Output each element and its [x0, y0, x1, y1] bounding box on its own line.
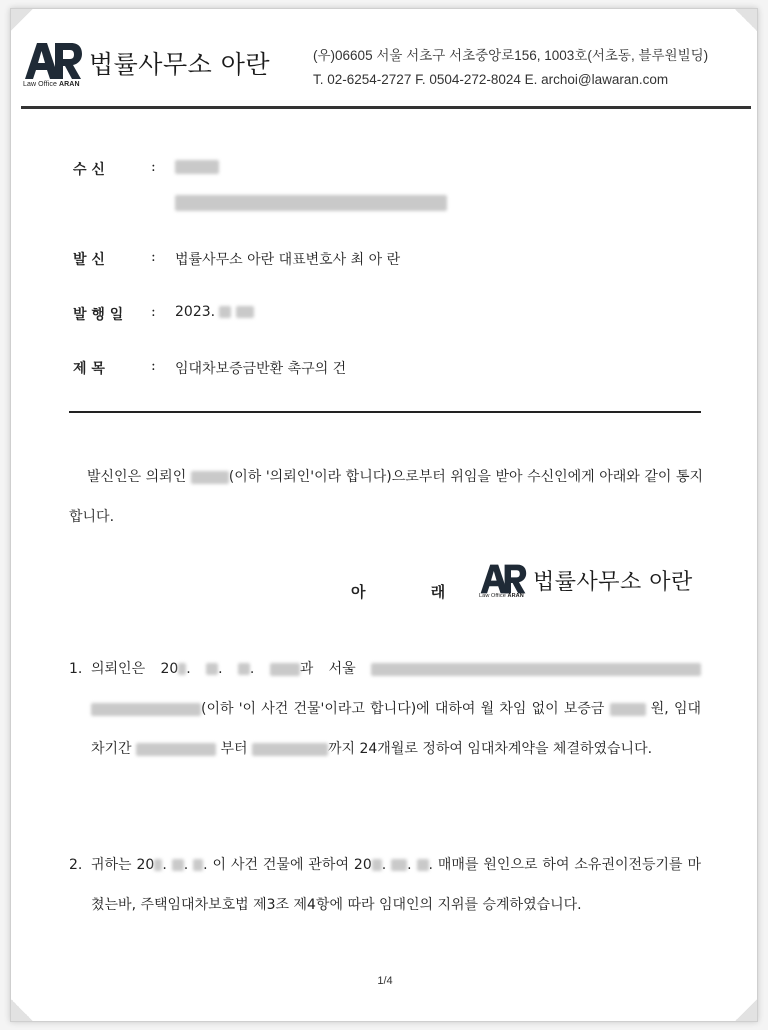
- date-value: 2023.: [175, 304, 254, 320]
- phone-fax-email: T. 02-6254-2727 F. 0504-272-8024 E. archoi@lawaran.com: [313, 72, 669, 87]
- logo-subtitle: Law Office ARAN: [23, 81, 80, 88]
- contact-info: [313, 44, 708, 92]
- document-page: [10, 8, 758, 1022]
- item-text: 귀하는 20 . . . 이 사건 건물에 관하여 20 . . . 매매를 원인으로 하여 소유권이전등기를 마쳤는바, 주택임대차보호법 제3조 제4항에 따라 임대인의 지위를 승계하였습니다.: [91, 857, 702, 913]
- item-number: 2.: [69, 857, 83, 873]
- sender-value: 법률사무소 아란 대표변호사 최 아 란: [175, 252, 401, 268]
- colon: :: [151, 304, 156, 320]
- subject-value: 임대차보증금반환 촉구의 건: [175, 361, 347, 377]
- recipient-value-redacted: [175, 159, 219, 175]
- page-number: 1/4: [377, 975, 393, 987]
- colon: :: [151, 358, 156, 374]
- page-corner: [11, 999, 33, 1021]
- subject-label: 제 목: [73, 361, 105, 377]
- ar-logo-icon: [479, 563, 527, 595]
- sender-label: 발 신: [73, 252, 105, 268]
- page-corner: [735, 999, 757, 1021]
- page-corner: [11, 9, 33, 31]
- colon: :: [151, 249, 156, 265]
- recipient-address-redacted: [175, 195, 447, 211]
- section-title: 아 래: [351, 583, 476, 601]
- firm-name: 법률사무소 아란: [533, 570, 693, 595]
- ar-logo-icon: [23, 41, 83, 81]
- recipient-label: 수 신: [73, 162, 105, 178]
- logo-subtitle: Law Office ARAN: [479, 593, 524, 599]
- firm-name: 법률사무소 아란: [89, 50, 270, 79]
- intro-paragraph: 발신인은 의뢰인 (이하 '의뢰인'이라 합니다)으로부터 위임을 받아 수신인에게 아래와 같이 통지합니다.: [69, 469, 703, 525]
- section-rule: [69, 411, 701, 413]
- colon: :: [151, 159, 156, 175]
- item-number: 1.: [69, 661, 83, 677]
- firm-logo: [23, 39, 270, 91]
- letterhead: [23, 39, 749, 111]
- address: (우)06605 서울 서초구 서초중앙로156, 1003호(서초동, 블루원빌딩): [313, 48, 709, 63]
- page-corner: [735, 9, 757, 31]
- date-label: 발 행 일: [73, 307, 124, 323]
- item-text: 의뢰인은 20 . . . 과 서울 (이하 '이 사건 건물'이라고 합니다)에 대하여 월 차임 없이 보증금 원, 임대차기간 부터 까지 24개월로 정하여 임대차계약을 체결하였습니다.: [91, 661, 701, 757]
- firm-logo-watermark: [479, 561, 709, 609]
- header-rule: [21, 106, 751, 109]
